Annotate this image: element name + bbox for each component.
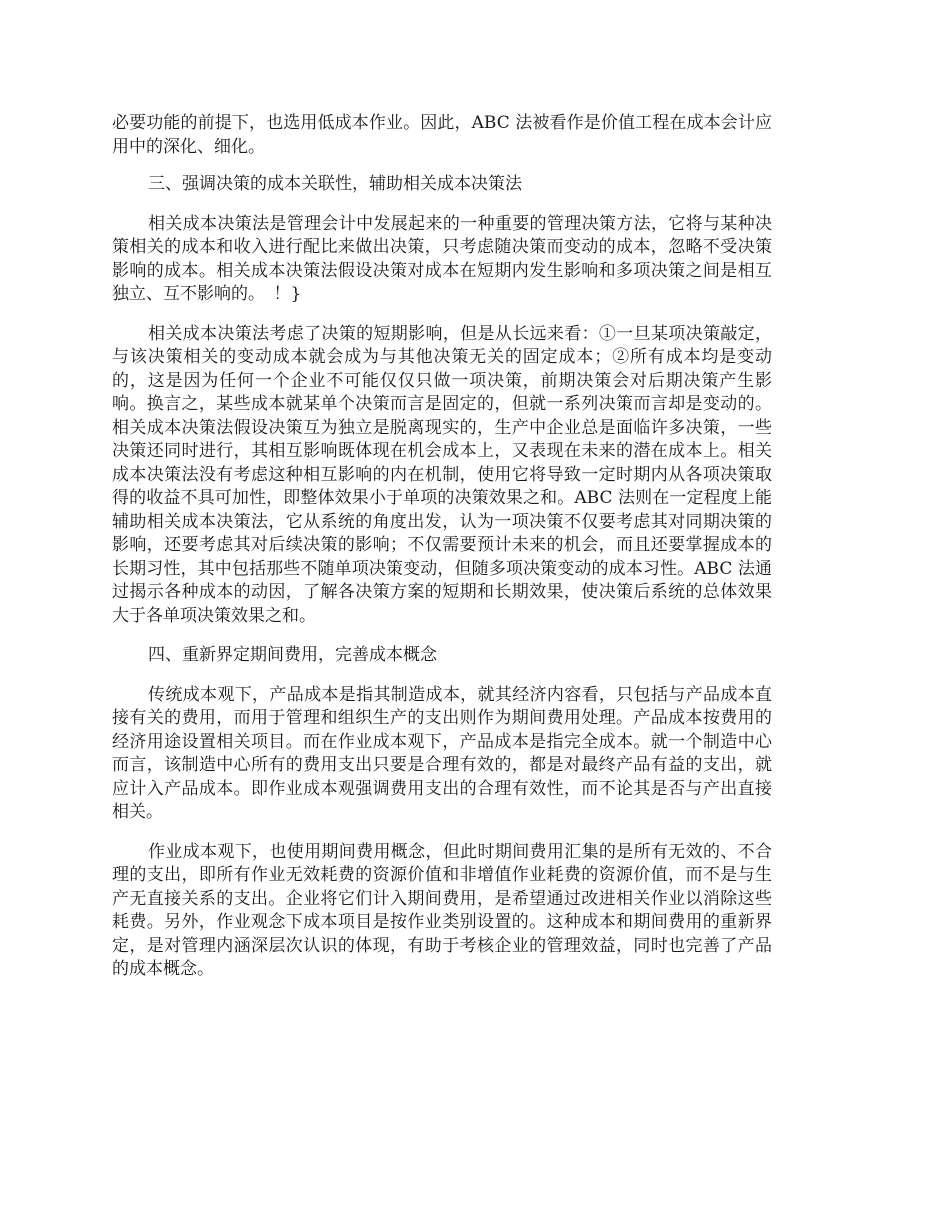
section-heading-4: 四、重新界定期间费用，完善成本概念 xyxy=(148,645,437,665)
paragraph-traditional-cost: 传统成本观下，产品成本是指其制造成本，就其经济内容看，只包括与产品成本直接有关的费用，而用于管理和组织生产的支出则作为期间费用处理。产品成本按费用的经济用途设置相关项目。而在作业成本观下，产品成本是指完全成本。就一个制造中心而言，该制造中心所有的费用支出只要是合理有效的，都是对最终产品有益的支出，就应计入产品成本。即作业成本观强调费用支出的合理有效性，而不论其是否与产出直接相关。 xyxy=(112,684,772,822)
section-heading-3: 三、强调决策的成本关联性，辅助相关成本决策法 xyxy=(148,174,522,194)
paragraph-continuation: 必要功能的前提下，也选用低成本作业。因此，ABC 法被看作是价值工程在成本会计应用中的深化、细化。 xyxy=(112,113,772,157)
paragraph-relevant-cost-method: 相关成本决策法是管理会计中发展起来的一种重要的管理决策方法，它将与某种决策相关的成本和收入进行配比来做出决策，只考虑随决策而变动的成本，忽略不受决策影响的成本。相关成本决策法假设决策对成本在短期内发生影响和多项决策之间是相互独立、互不影响的。 ！} xyxy=(112,213,772,304)
paragraph-long-term-view: 相关成本决策法考虑了决策的短期影响，但是从长远来看：①一旦某项决策敲定，与该决策相关的变动成本就会成为与其他决策无关的固定成本；②所有成本均是变动的，这是因为任何一个企业不可能仅仅只做一项决策，前期决策会对后期决策产生影响。换言之，某些成本就某单个决策而言是固定的，但就一系列决策而言却是变动的。相关成本决策法假设决策互为独立是脱离现实的，生产中企业总是面临许多决策，一些决策还同时进行，其相互影响既体现在机会成本上，又表现在未来的潜在成本上。相关成本决策法没有考虑这种相互影响的内在机制，使用它将导致一定时期内从各项决策取得的收益不具可加性，即整体效果小于单项的决策效果之和。ABC 法则在一定程度上能辅助相关成本决策法，它从系统的角度出发，认为一项决策不仅要考虑其对同期决策的影响，还要考虑其对后续决策的影响；不仅需要预计未来的机会，而且还要掌握成本的长期习性，其中包括那些不随单项决策变动，但随多项决策变动的成本习性。ABC 法通过揭示各种成本的动因，了解各决策方案的短期和长期效果，使决策后系统的总体效果大于各单项决策效果之和。 xyxy=(112,323,772,626)
paragraph-period-expense: 作业成本观下，也使用期间费用概念，但此时期间费用汇集的是所有无效的、不合理的支出，即所有作业无效耗费的资源价值和非增值作业耗费的资源价值，而不是与生产无直接关系的支出。企业将它们计入期间费用，是希望通过改进相关作业以消除这些耗费。另外，作业观念下成本项目是按作业类别设置的。这种成本和期间费用的重新界定，是对管理内涵深层次认识的体现，有助于考核企业的管理效益，同时也完善了产品的成本概念。 xyxy=(112,841,772,979)
document-page xyxy=(112,112,772,998)
